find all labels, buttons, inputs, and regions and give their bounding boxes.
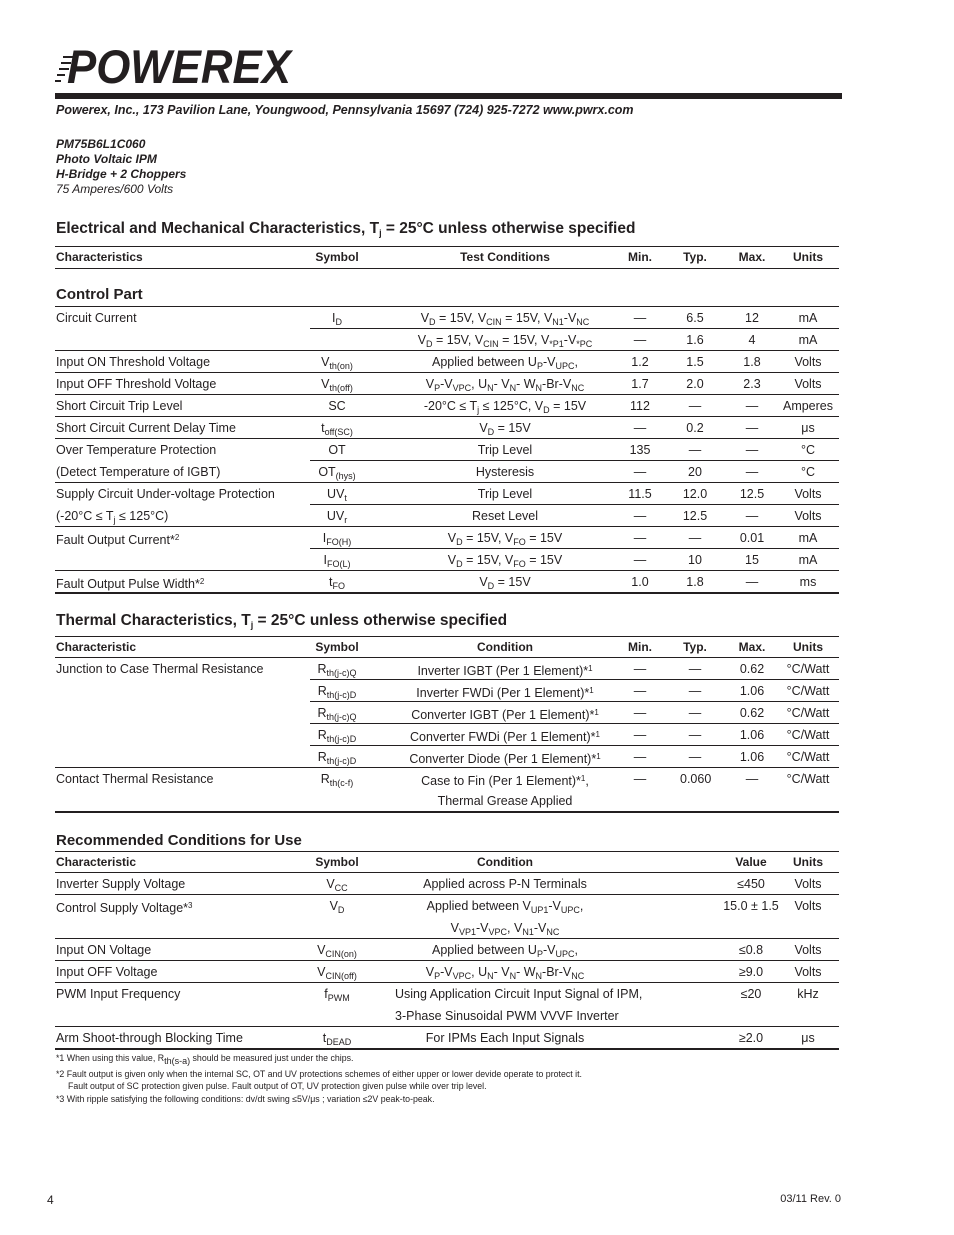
units-cell: μs <box>801 1031 815 1045</box>
value-cell: 15.0 ± 1.5 <box>723 899 779 913</box>
table-row <box>55 307 839 329</box>
value-cell: ≥2.0 <box>738 1031 764 1045</box>
symbol-cell <box>286 1005 388 1027</box>
max-cell <box>737 790 767 812</box>
symbol-cell: $t_{DEAD}$ <box>322 1031 352 1047</box>
characteristic-cell: Contact Thermal Resistance <box>56 772 214 786</box>
typ-cell: 1.5 <box>686 355 704 369</box>
table-top-rule <box>55 306 839 307</box>
typ-cell: — <box>688 443 702 457</box>
table-row <box>55 1005 839 1027</box>
units-cell: mA <box>798 553 818 567</box>
condition-cell: Inverter IGBT (Per 1 Element)*$^1$ <box>417 664 593 678</box>
typ-cell: — <box>688 531 702 545</box>
powerex-logo <box>55 40 293 88</box>
units-cell: Volts <box>794 943 822 957</box>
units-cell: °C/Watt <box>786 772 830 786</box>
min-cell: — <box>633 728 647 742</box>
condition-cell: $V_{VP1}-V_{VPC}$, $V_{N1}-V_{NC}$ <box>450 921 560 937</box>
max-cell: 1.06 <box>739 684 765 698</box>
units-cell: Volts <box>794 899 822 913</box>
table-row <box>55 461 839 483</box>
table-top-rule <box>55 872 839 873</box>
max-cell: 1.06 <box>739 750 765 764</box>
typ-cell: 0.2 <box>686 421 704 435</box>
typ-cell: 10 <box>688 553 702 567</box>
condition-cell: Using Application Circuit Input Signal of IPM, <box>395 987 643 1001</box>
symbol-cell: $V_{CIN(on)}$ <box>317 943 357 959</box>
characteristic-cell: Fault Output Pulse Width*$^2$ <box>56 577 205 591</box>
page-number: 4 <box>47 1193 54 1207</box>
units-cell: °C/Watt <box>786 684 830 698</box>
typ-cell <box>680 790 710 812</box>
logo-text: POWEREX <box>67 40 293 88</box>
min-cell: — <box>633 311 647 325</box>
value-cell: ≥9.0 <box>738 965 764 979</box>
table-row <box>55 549 839 571</box>
symbol-cell: $V_{th(on)}$ <box>321 355 353 371</box>
units-cell: Volts <box>794 965 822 979</box>
symbol-cell: $R_{th(j-c)D}$ <box>317 684 357 700</box>
company-address: Powerex, Inc., 173 Pavilion Lane, Youngwood, Pennsylvania 15697 (724) 925-7272 www.pwrx.com <box>56 103 634 117</box>
symbol-cell: $OT_{(hys)}$ <box>318 465 356 481</box>
max-cell: 12.5 <box>739 487 765 501</box>
condition-cell: $V_D = 15V$, $V_{CIN} = 15V$, $V_{*P1}-V_{*PC}$ <box>417 333 593 349</box>
characteristic-cell: Circuit Current <box>56 311 137 325</box>
typ-cell: — <box>688 684 702 698</box>
footnote: *2 Fault output is given only when the internal SC, OT and UV protections schemes of either upper or lower devide operate to protect it. <box>56 1068 582 1079</box>
characteristic-cell: $(-20^\circ C \le T_j \le 125^\circ C)$ <box>56 509 169 525</box>
symbol-cell: $UV_r$ <box>326 509 348 525</box>
table-row <box>55 527 839 549</box>
characteristic-cell: Over Temperature Protection <box>56 443 217 457</box>
units-cell: Volts <box>794 877 822 891</box>
typ-cell: 20 <box>688 465 702 479</box>
units-cell: Volts <box>794 487 822 501</box>
max-cell: 12 <box>745 311 759 325</box>
units-cell: mA <box>798 333 818 347</box>
max-cell: — <box>745 399 759 413</box>
units-cell: °C <box>800 465 816 479</box>
max-cell: — <box>745 421 759 435</box>
symbol-cell: $f_{PWM}$ <box>324 987 350 1003</box>
product-rating: 75 Amperes/600 Volts <box>56 182 174 196</box>
recommended-table-header <box>55 851 839 873</box>
condition-cell: Hysteresis <box>475 465 535 479</box>
min-cell: — <box>633 465 647 479</box>
condition-cell: $V_D = 15V$, $V_{CIN} = 15V$, $V_{N1}-V_{NC}$ <box>420 311 590 327</box>
characteristic-cell: Input OFF Threshold Voltage <box>56 377 217 391</box>
table-row <box>55 571 839 593</box>
table-row <box>55 351 839 373</box>
units-cell <box>782 917 834 939</box>
min-cell: — <box>633 421 647 435</box>
units-cell: ms <box>799 575 817 589</box>
typ-cell: 1.6 <box>686 333 704 347</box>
table-row <box>55 373 839 395</box>
table-header: Characteristics Symbol Test Conditions Min. Typ. Max. Units <box>56 250 823 264</box>
max-cell: — <box>745 772 759 786</box>
symbol-cell: $V_{th(off)}$ <box>321 377 353 393</box>
row-divider <box>55 592 839 594</box>
table-row <box>55 329 839 351</box>
table-row <box>55 790 839 812</box>
value-cell <box>723 917 779 939</box>
symbol-cell: $V_{CIN(off)}$ <box>317 965 357 981</box>
table-row <box>55 505 839 527</box>
condition-cell: Applied between $U_P-V_{UPC}$, <box>432 355 578 371</box>
typ-cell: 0.060 <box>680 772 712 786</box>
value-cell: ≤450 <box>737 877 765 891</box>
value-cell <box>723 1005 779 1027</box>
max-cell: — <box>745 443 759 457</box>
min-cell: — <box>633 553 647 567</box>
header-rule <box>55 93 842 99</box>
symbol-cell: $t_{off(SC)}$ <box>321 421 353 437</box>
units-cell: mA <box>798 311 818 325</box>
symbol-cell: SC <box>328 399 346 413</box>
condition-cell: Converter IGBT (Per 1 Element)*$^1$ <box>411 708 599 722</box>
table-row <box>55 917 839 939</box>
units-cell: Amperes <box>782 399 834 413</box>
condition-cell: Inverter FWDi (Per 1 Element)*$^1$ <box>416 686 594 700</box>
symbol-cell: $t_{FO}$ <box>329 575 345 591</box>
min-cell: — <box>633 684 647 698</box>
condition-cell: $V_D = 15V$, $V_{FO} = 15V$ <box>447 553 563 569</box>
product-type: Photo Voltaic IPM <box>56 152 157 166</box>
part-number: PM75B6L1C060 <box>56 137 146 151</box>
table-row <box>55 658 839 680</box>
typ-cell: — <box>688 750 702 764</box>
symbol-cell: $R_{th(j-c)D}$ <box>317 750 357 766</box>
table-row <box>55 702 839 724</box>
units-cell: °C/Watt <box>786 706 830 720</box>
typ-cell: 1.8 <box>686 575 704 589</box>
symbol-cell <box>286 329 388 351</box>
table-header: Characteristic Symbol Condition Value Units <box>56 855 823 869</box>
thermal-table-header <box>55 636 839 658</box>
min-cell: — <box>633 750 647 764</box>
table-row <box>55 768 839 790</box>
max-cell: 4 <box>748 333 756 347</box>
max-cell: 0.62 <box>739 662 765 676</box>
min-cell: — <box>633 509 647 523</box>
typ-cell: 12.5 <box>682 509 708 523</box>
table-row <box>55 439 839 461</box>
symbol-cell: $R_{th(j-c)Q}$ <box>317 662 357 678</box>
units-cell <box>782 790 834 812</box>
units-cell: °C/Watt <box>786 728 830 742</box>
table-row <box>55 895 839 917</box>
max-cell: 0.01 <box>739 531 765 545</box>
table-row <box>55 873 839 895</box>
symbol-cell: $I_{FO(H)}$ <box>322 531 352 547</box>
symbol-cell: $V_D$ <box>329 899 345 915</box>
units-cell: °C/Watt <box>786 750 830 764</box>
symbol-cell <box>286 790 388 812</box>
table-row <box>55 746 839 768</box>
units-cell: Volts <box>794 377 822 391</box>
condition-cell: Applied between $V_{UP1}-V_{UPC}$, <box>426 899 584 915</box>
max-cell: — <box>745 509 759 523</box>
condition-cell: $V_D = 15V$ <box>479 421 531 437</box>
min-cell: 1.0 <box>631 575 649 589</box>
table-header: Characteristic Symbol Condition Min. Typ. Max. Units <box>56 640 823 654</box>
condition-cell: Thermal Grease Applied <box>437 794 573 808</box>
characteristic-cell: (Detect Temperature of IGBT) <box>56 465 221 479</box>
min-cell: 112 <box>630 399 650 413</box>
condition-cell: Converter FWDi (Per 1 Element)*$^1$ <box>410 730 600 744</box>
product-topology: H-Bridge + 2 Choppers <box>56 167 187 181</box>
typ-cell: — <box>688 706 702 720</box>
characteristic-cell: Supply Circuit Under-voltage Protection <box>56 487 275 501</box>
row-divider <box>55 811 839 813</box>
condition-cell: Reset Level <box>471 509 538 523</box>
characteristic-cell: Short Circuit Current Delay Time <box>56 421 236 435</box>
table-row <box>55 939 839 961</box>
condition-cell: $V_P-V_{VPC}$, $U_N-$ $V_N-$ $W_N-Br-V_{NC}$ <box>425 377 585 393</box>
units-cell: mA <box>798 531 818 545</box>
min-cell: 11.5 <box>628 487 652 501</box>
characteristic-cell: PWM Input Frequency <box>56 987 181 1001</box>
symbol-cell: $R_{th(j-c)Q}$ <box>317 706 357 722</box>
typ-cell: 2.0 <box>686 377 704 391</box>
condition-cell: For IPMs Each Input Signals <box>425 1031 585 1045</box>
characteristic-cell: Input OFF Voltage <box>56 965 158 979</box>
min-cell: — <box>633 333 647 347</box>
typ-cell: — <box>688 662 702 676</box>
characteristic-cell: Inverter Supply Voltage <box>56 877 186 891</box>
condition-cell: Applied across P-N Terminals <box>423 877 587 891</box>
max-cell: 1.8 <box>743 355 761 369</box>
revision: 03/11 Rev. 0 <box>780 1193 841 1205</box>
thermal-title: Thermal Characteristics, $T_j = 25^\circ C$ unless otherwise specified <box>56 612 508 630</box>
min-cell: — <box>633 662 647 676</box>
symbol-cell: $UV_t$ <box>327 487 347 503</box>
table-row <box>55 1027 839 1049</box>
characteristic-cell: Short Circuit Trip Level <box>56 399 183 413</box>
max-cell: 2.3 <box>743 377 761 391</box>
units-cell: kHz <box>797 987 819 1001</box>
max-cell: 0.62 <box>739 706 765 720</box>
table-row <box>55 483 839 505</box>
characteristic-cell: Junction to Case Thermal Resistance <box>56 662 264 676</box>
symbol-cell: $I_D$ <box>332 311 342 327</box>
characteristic-cell: Fault Output Current*$^2$ <box>56 533 180 547</box>
table-row <box>55 724 839 746</box>
symbol-cell: $R_{th(j-c)D}$ <box>317 728 357 744</box>
min-cell: 1.7 <box>631 377 649 391</box>
symbol-cell <box>286 917 388 939</box>
condition-cell: 3-Phase Sinusoidal PWM VVVF Inverter <box>395 1009 619 1023</box>
typ-cell: — <box>688 728 702 742</box>
typ-cell: 6.5 <box>686 311 704 325</box>
table-row <box>55 961 839 983</box>
footnotes <box>56 1052 582 1105</box>
table-row <box>55 680 839 702</box>
condition-cell: $V_D = 15V$ <box>479 575 531 591</box>
max-cell: — <box>745 465 759 479</box>
electrical-title: Electrical and Mechanical Characteristics, $T_j = 25^\circ C$ unless otherwise specified <box>56 220 636 238</box>
symbol-cell: $R_{th(c-f)}$ <box>320 772 354 788</box>
min-cell: — <box>633 531 647 545</box>
characteristic-cell: Input ON Threshold Voltage <box>56 355 211 369</box>
product-block <box>56 137 186 197</box>
typ-cell: — <box>688 399 702 413</box>
condition-cell: $V_P-V_{VPC}$, $U_N-$ $V_N-$ $W_N-Br-V_{NC}$ <box>425 965 585 981</box>
condition-cell: $V_D = 15V$, $V_{FO} = 15V$ <box>447 531 563 547</box>
table-row <box>55 983 839 1005</box>
symbol-cell: $I_{FO(L)}$ <box>323 553 351 569</box>
electrical-table <box>55 246 839 268</box>
min-cell: — <box>633 772 647 786</box>
units-cell: Volts <box>794 355 822 369</box>
max-cell: 15 <box>745 553 759 567</box>
symbol-cell: $V_{CC}$ <box>326 877 348 893</box>
characteristic-cell: Arm Shoot-through Blocking Time <box>56 1031 243 1045</box>
footnote: Fault output of SC protection given pulse. Fault output of OT, UV protection given pulse while over trip level. <box>68 1081 487 1091</box>
value-cell: ≤20 <box>740 987 762 1001</box>
footnote: *3 With ripple satisfying the following conditions: dv/dt swing ≤5V/μs ; variation ≤2V peak-to-peak. <box>56 1093 435 1104</box>
units-cell: °C <box>800 443 816 457</box>
condition-cell: Converter Diode (Per 1 Element)*$^1$ <box>409 752 601 766</box>
value-cell: ≤0.8 <box>738 943 764 957</box>
typ-cell: 12.0 <box>682 487 708 501</box>
table-row <box>55 395 839 417</box>
condition-cell: Applied between $U_P-V_{UPC}$, <box>432 943 578 959</box>
control-part-title: Control Part <box>56 286 143 303</box>
characteristic-cell: Input ON Voltage <box>56 943 152 957</box>
table-top-rule <box>55 657 839 658</box>
min-cell <box>625 790 655 812</box>
condition-cell: $-20^\circ C \le T_j \le 125^\circ C$, $V_D = 15V$ <box>423 399 587 415</box>
units-cell: Volts <box>794 509 822 523</box>
units-cell <box>782 1005 834 1027</box>
symbol-cell: OT <box>328 443 346 457</box>
units-cell: μs <box>801 421 815 435</box>
row-divider <box>55 1048 839 1050</box>
recommended-title: Recommended Conditions for Use <box>56 832 302 849</box>
units-cell: °C/Watt <box>786 662 830 676</box>
condition-cell: Trip Level <box>477 487 533 501</box>
min-cell: — <box>633 706 647 720</box>
max-cell: 1.06 <box>739 728 765 742</box>
table-row <box>55 417 839 439</box>
min-cell: 135 <box>629 443 651 457</box>
min-cell: 1.2 <box>631 355 649 369</box>
characteristic-cell: Control Supply Voltage*$^3$ <box>56 901 193 915</box>
condition-cell: Trip Level <box>477 443 533 457</box>
footnote: *1 When using this value, $R_{th(s-a)}$ should be measured just under the chips. <box>56 1053 354 1066</box>
max-cell: — <box>745 575 759 589</box>
condition-cell: Case to Fin (Per 1 Element)*$^1$, <box>421 774 589 788</box>
